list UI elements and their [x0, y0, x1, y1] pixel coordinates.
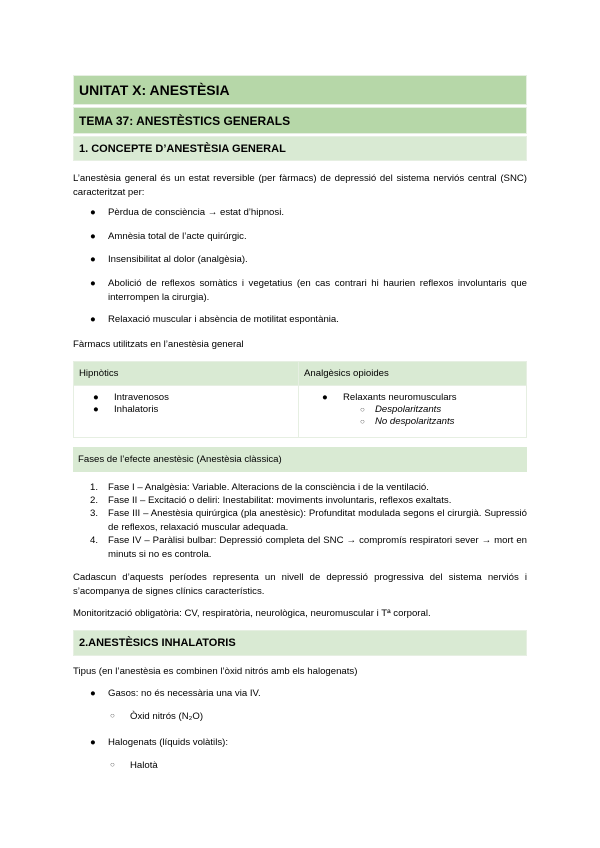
section2-intro: Tipus (en l’anestèsia es combinen l’òxid nitrós amb els halogenats) [73, 666, 358, 677]
table-cell: ● Relaxants neuromusculars ○ Despolaritzants ○ No despolaritzants [299, 386, 527, 438]
phase-item: 2. Fase II – Excitació o deliri: Inestabilitat: moviments involuntaris, reflexos exaltats. [90, 495, 452, 506]
sub-list-item: ○ Òxid nitrós (N₂O) [110, 711, 204, 722]
table-cell: ● Intravenosos ● Inhalatoris [74, 386, 299, 438]
list-item: ● Halogenats (líquids volàtils): [90, 737, 228, 748]
phase-item: 3. Fase III – Anestèsia quirúrgica (pla anestèsic): Profunditat modulada segons el cirurgià. Supressió de reflexos, relaxació muscular adequada. [90, 508, 527, 533]
unit-heading: UNITAT X: ANESTÈSIA [73, 75, 527, 105]
list-item: ● Relaxació muscular i absència de motilitat espontània. [90, 314, 339, 325]
monitoring-paragraph: Monitorització obligatòria: CV, respiratòria, neurològica, neuromuscular i Tª corporal. [73, 608, 431, 619]
list-item: ● Gasos: no és necessària una via IV. [90, 688, 261, 699]
list-item: ● Pèrdua de consciència → estat d’hipnosi. [90, 207, 284, 218]
table-header: Hipnòtics [74, 362, 299, 386]
sub-list-item: ○ Halotà [110, 760, 158, 771]
phase-item: 4. Fase IV – Paràlisi bulbar: Depressió completa del SNC → compromís respiratori sever → mort en minuts si no es controla. [90, 535, 527, 560]
phase-item: 1. Fase I – Analgèsia: Variable. Alteracions de la consciència i de la ventilació. [90, 482, 429, 493]
list-item: ● Abolició de reflexos somàtics i vegetatius (en cas contrari hi haurien reflexos involuntaris que interrompen la cirurgia). [90, 278, 527, 303]
topic-heading: TEMA 37: ANESTÈSTICS GENERALS [73, 107, 527, 134]
list-item: ● Insensibilitat al dolor (analgèsia). [90, 254, 248, 265]
summary-paragraph: Cadascun d’aquests períodes representa un nivell de depressió progressiva del sistema nerviós i s’acompanya de signes clínics característics. [73, 572, 527, 597]
list-item: ● Amnèsia total de l’acte quirúrgic. [90, 231, 247, 242]
section2-heading: 2.ANESTÈSICS INHALATORIS [73, 630, 527, 656]
drugs-label: Fàrmacs utilitzats en l’anestèsia general [73, 339, 244, 350]
intro-paragraph: L’anestèsia general és un estat reversible (per fàrmacs) de depressió del sistema nerviós central (SNC) caracteritzat per: [73, 173, 527, 198]
phases-heading: Fases de l’efecte anestèsic (Anestèsia clàssica) [73, 447, 527, 472]
section1-heading: 1. CONCEPTE D’ANESTÈSIA GENERAL [73, 136, 527, 161]
drugs-table [73, 361, 527, 438]
table-header: Analgèsics opioides [299, 362, 527, 386]
